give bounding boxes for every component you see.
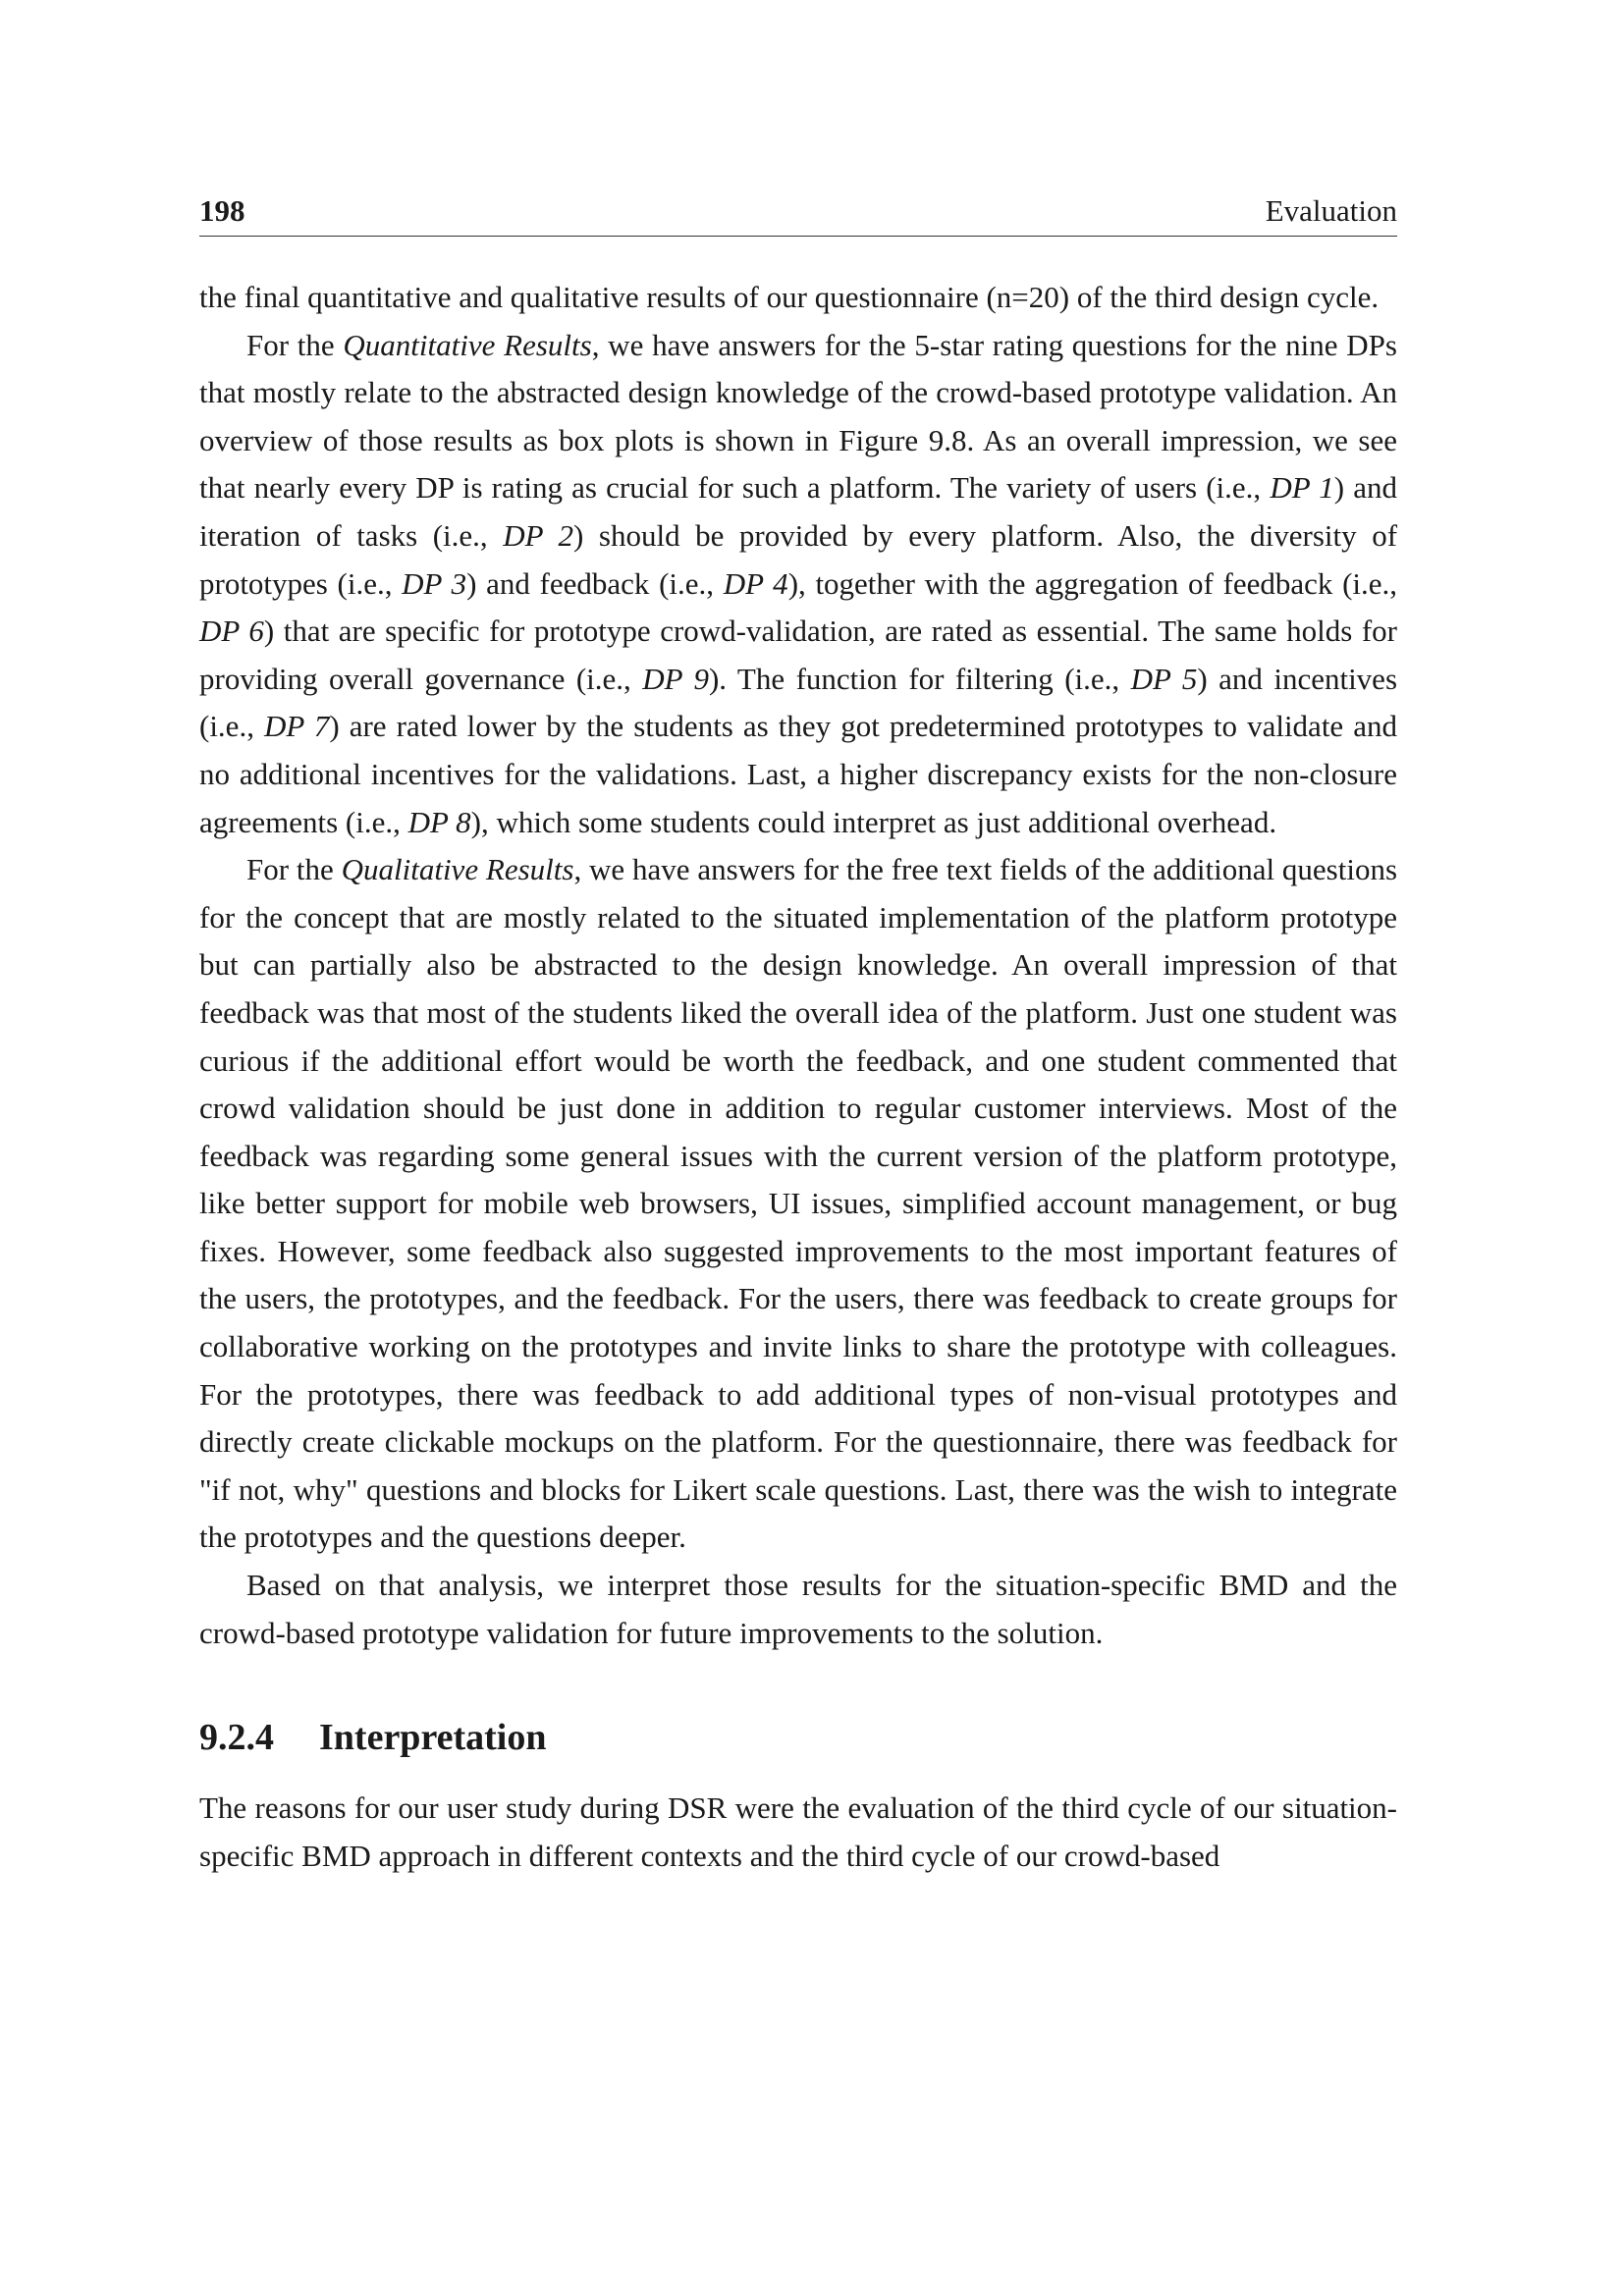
section-heading [199,1714,1397,1761]
text-run: ). The function for filtering (i.e., [708,661,1131,696]
running-title: Evaluation [1265,193,1397,228]
text-run: ), together with the aggregation of feedback (i.e., [787,565,1398,601]
emphasis-qualitative-results: Qualitative Results [341,852,574,887]
paragraph-qualitative-results [199,846,1397,1562]
dp-reference: DP 2 [503,517,574,553]
text-run: , we have answers for the free text fields of the additional questions for the concept that are mostly related to the situated implementation of the platform prototype but can partially also be abstracted to the design knowledge. An overall impression of that feedback was that most of the students liked the overall idea of the platform. Just one student was curious if the additional effort would be worth the feedback, and one student commented that crowd validation should be just done in addition to regular customer interviews. Most of the feedback was regarding some general issues with the current version of the platform prototype, like better support for mobile web browsers, UI issues, simplified account management, or bug fixes. However, some feedback also suggested improvements to the most important features of the users, the prototypes, and the feedback. For the users, there was feedback to create groups for collaborative working on the prototypes and invite links to share the prototype with colleagues. For the prototypes, there was feedback to add additional types of non-visual prototypes and directly create clickable mockups on the platform. For the questionnaire, there was feedback for "if not, why" questions and blocks for Likert scale questions. Last, there was the wish to integrate the prototypes and the questions deeper. [199,852,1398,1555]
text-run: ) that are specific for prototype crowd-validation, are rated as essential. The same holds for providing overall governance (i.e., [199,614,1397,696]
dp-reference: DP 1 [1270,470,1334,506]
text-run: , we have answers for the 5-star rating questions for the nine DPs that mostly relate to the abstracted design knowledge of the crowd-based prototype validation. An overview of those results as box plots is shown in Figure 9.8. As an overall impression, we see that nearly every DP is rating as crucial for such a platform. The variety of users (i.e., [199,327,1397,506]
paragraph-intro: the final quantitative and qualitative results of our questionnaire (n=20) of the third design cycle. [199,280,1380,314]
dp-reference: DP 8 [407,804,471,839]
paragraph-analysis: Based on that analysis, we interpret those results for the situation-specific BMD and the crowd-based prototype validation for future improvements to the solution. [199,1568,1397,1650]
text-run: ) and feedback (i.e., [466,565,724,601]
dp-reference: DP 5 [1130,661,1198,696]
dp-reference: DP 4 [723,565,788,601]
dp-reference: DP 3 [402,565,467,601]
paragraph-quantitative-results [199,322,1397,847]
paragraph-interpretation: The reasons for our user study during DSR were the evaluation of the third cycle of our situation-specific BMD approach in different contexts and the third cycle of our crowd-based [199,1790,1397,1873]
text-run: ) and incentives (i.e., [199,661,1398,744]
dp-reference: DP 9 [642,661,709,696]
text-run: ) and iteration of tasks (i.e., [199,470,1397,553]
section-number: 9.2.4 [199,1717,274,1759]
text-run: ), which some students could interpret as just additional overhead. [470,804,1277,839]
page-number: 198 [199,193,245,228]
dp-reference: DP 7 [264,709,330,744]
page [199,192,1397,1880]
text-run: For the [246,852,342,887]
emphasis-quantitative-results: Quantitative Results [343,327,592,362]
section-title: Interpretation [319,1717,547,1759]
running-header [199,192,1397,237]
body-text [199,274,1397,1880]
text-run: ) are rated lower by the students as they got predetermined prototypes to validate and no additional incentives for the validations. Last, a higher discrepancy exists for the non-closure agreements (i.e., [199,709,1398,839]
text-run: For the [246,327,344,362]
text-run: ) should be provided by every platform. Also, the diversity of prototypes (i.e., [199,517,1398,601]
dp-reference: DP 6 [199,614,264,649]
